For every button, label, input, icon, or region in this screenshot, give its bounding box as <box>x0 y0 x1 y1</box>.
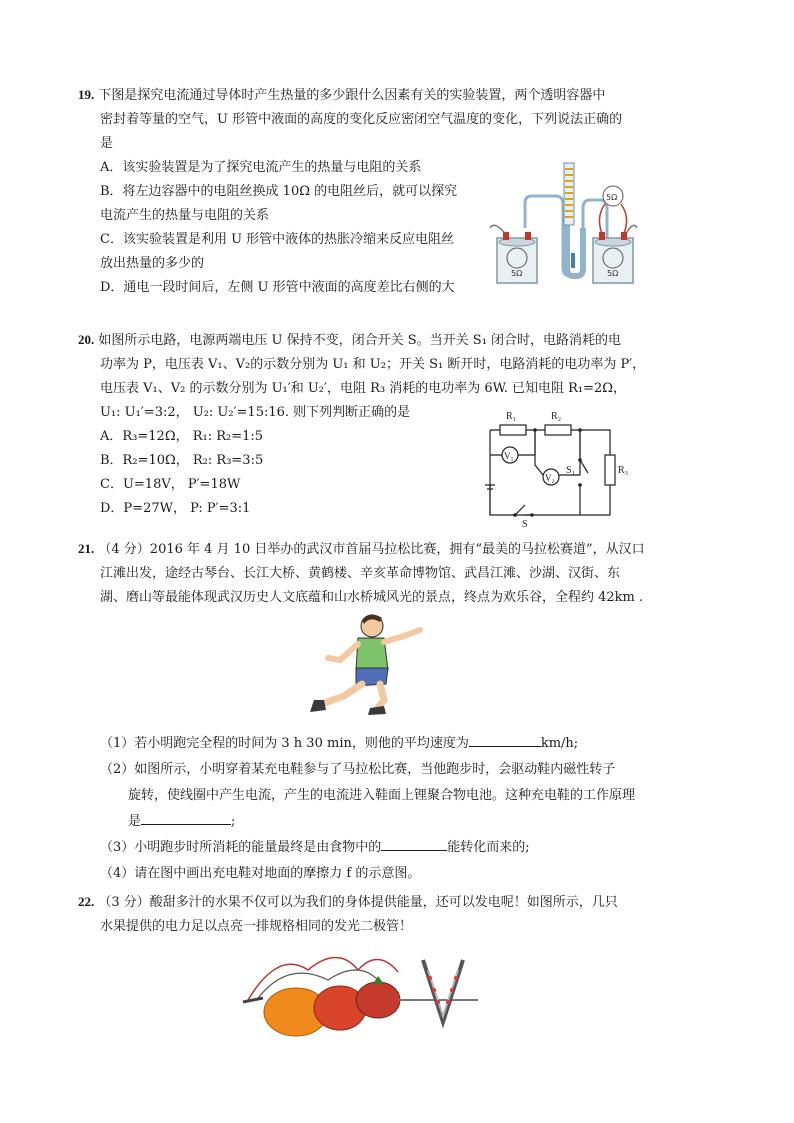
subpart-3-end: 能转化而来的; <box>447 840 530 855</box>
option-c: C．U=18V， P′=18W <box>100 477 241 492</box>
answer-blank-2[interactable] <box>141 810 231 825</box>
question-stem-line: 水果提供的电力足以点亮一排规格相同的发光二极管！ <box>100 919 413 934</box>
r3-label: R₃ <box>618 465 629 476</box>
question-stem-line: 密封着等量的空气，U 形管中液面的高度的变化反应密闭空气温度的变化，下列说法正确的 <box>100 112 623 127</box>
s1-label: S₁ <box>566 465 576 476</box>
subpart-4-text: （4）请在图中画出充电鞋对地面的摩擦力 f 的示意图。 <box>100 866 421 881</box>
circuit-diagram-figure <box>470 405 640 530</box>
option-d: D．通电一段时间后，左侧 U 形管中液面的高度差比右侧的大 <box>100 280 455 295</box>
resistor-label: 5Ω <box>607 269 619 278</box>
question-stem-line: （3 分）酸甜多汁的水果不仅可以为我们的身体提供能量，还可以发电呢！如图所示，几只 <box>98 895 618 910</box>
question-stem-line: 功率为 P，电压表 V₁、V₂的示数分别为 U₁ 和 U₂；开关 S₁ 断开时，电路消耗的电功率为 P′， <box>100 357 646 372</box>
option-a: A．该实验装置是为了探究电流产生的热量与电阻的关系 <box>100 160 422 175</box>
subpart-2-text: 是 <box>128 814 142 829</box>
answer-blank-1[interactable] <box>469 732 541 747</box>
r2-label: R₂ <box>551 411 562 422</box>
question-stem-line: 湖、磨山等最能体现武汉历史人文底蕴和山水桥城风光的景点，终点为欢乐谷，全程约 42km . <box>100 590 644 605</box>
option-b: B．R₂=10Ω， R₂: R₃=3:5 <box>100 453 264 468</box>
option-d: D．P=27W， P: P′=3:1 <box>100 501 251 516</box>
question-stem-line: 是 <box>100 136 114 151</box>
question-stem-line: （4 分）2016 年 4 月 10 日举办的武汉市首届马拉松比赛，拥有“最美的马拉松赛道”，从汉口 <box>98 542 645 557</box>
question-stem-line: 如图所示电路，电源两端电压 U 保持不变，闭合开关 S。当开关 S₁ 闭合时，电路消耗的电 <box>98 333 622 348</box>
s-label: S <box>522 519 528 530</box>
resistor-label: 5Ω <box>511 269 523 278</box>
v1-label: V₁ <box>504 451 514 461</box>
option-c-cont: 放出热量的多少的 <box>100 256 205 271</box>
question-number: 19. <box>78 87 95 102</box>
subpart-2-text: （2）如图所示，小明穿着某充电鞋参与了马拉松比赛，当他跑步时，会驱动鞋内磁性转子 <box>100 762 616 777</box>
runner-figure <box>300 608 430 718</box>
question-number: 21. <box>78 541 95 556</box>
option-c: C．该实验装置是利用 U 形管中液体的热胀冷缩来反应电阻丝 <box>100 232 455 247</box>
question-number: 20. <box>78 332 95 347</box>
option-a: A．R₃=12Ω， R₁: R₂=1:5 <box>100 429 264 444</box>
answer-blank-3[interactable] <box>381 836 447 851</box>
option-b: B．将左边容器中的电阻丝换成 10Ω 的电阻丝后，就可以探究 <box>100 184 458 199</box>
question-21 <box>78 537 678 610</box>
subpart-2-text: 旋转，使线圈中产生电流，产生的电流进入鞋面上锂聚合物电池。这种充电鞋的工作原理 <box>128 788 636 803</box>
subpart-1-text: （1）若小明跑完全程的时间为 3 h 30 min，则他的平均速度为 <box>100 736 469 751</box>
question-stem-line: 下图是探究电流通过导体时产生热量的多少跟什么因素有关的实验装置，两个透明容器中 <box>98 88 606 103</box>
resistor-label: 5Ω <box>606 193 618 202</box>
subpart-1-unit: km/h; <box>540 736 579 751</box>
subpart-2-end: ; <box>231 814 236 829</box>
question-21-subparts <box>78 731 678 887</box>
option-b-cont: 电流产生的热量与电阻的关系 <box>100 208 270 223</box>
fruit-battery-figure <box>238 940 493 1040</box>
question-22 <box>78 890 678 939</box>
question-stem-line: 电压表 V₁、V₂ 的示数分别为 U₁′和 U₂′，电阻 R₃ 消耗的电功率为 6W. 已知电阻 R₁=2Ω， <box>100 381 627 396</box>
question-number: 22. <box>78 894 95 909</box>
v2-label: V₂ <box>545 473 555 483</box>
question-stem-line: U₁: U₁′=3:2， U₂: U₂′=15:16. 则下列判断正确的是 <box>100 405 411 420</box>
question-stem-line: 江滩出发，途经古琴台、长江大桥、黄鹤楼、辛亥革命博物馆、武昌江滩、沙湖、汉街、东 <box>100 566 621 581</box>
subpart-3-text: （3）小明跑步时所消耗的能量最终是由食物中的 <box>100 840 382 855</box>
heating-apparatus-figure <box>485 158 645 288</box>
r1-label: R₁ <box>506 411 517 422</box>
